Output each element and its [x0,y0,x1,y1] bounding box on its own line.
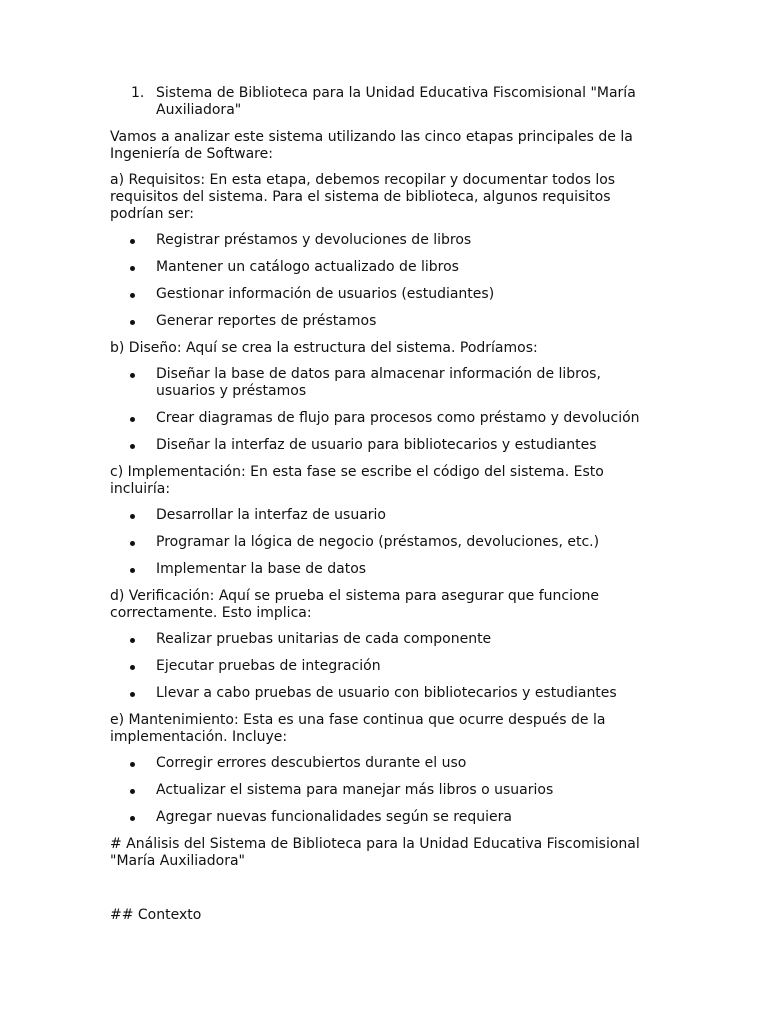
list-item-text: Diseñar la base de datos para almacenar información de libros, usuarios y préstamos [156,366,601,399]
bullet-icon [130,789,135,794]
list-item [110,259,658,276]
list-item [110,755,658,772]
bullet-list-verificacion [110,631,658,702]
markdown-subtitle: ## Contexto [110,907,202,923]
bullet-icon [130,692,135,697]
bullet-list-implementacion [110,507,658,578]
list-item-text: Crear diagramas de flujo para procesos como préstamo y devolución [156,410,640,426]
section-heading-mantenimiento: e) Mantenimiento: Esta es una fase continua que ocurre después de la implementación. Incluye: [110,712,606,745]
section-heading-requisitos: a) Requisitos: En esta etapa, debemos recopilar y documentar todos los requisitos del sistema. Para el sistema de biblioteca, algunos requisitos podrían ser: [110,172,616,222]
list-item [110,658,658,675]
bullet-icon [130,541,135,546]
list-item-text: Gestionar información de usuarios (estudiantes) [156,286,495,302]
list-item-text: Realizar pruebas unitarias de cada componente [156,631,492,647]
list-item [110,232,658,249]
bullet-icon [130,444,135,449]
list-item [110,561,658,578]
list-item-text: Registrar préstamos y devoluciones de libros [156,232,472,248]
list-item [110,685,658,702]
bullet-icon [130,816,135,821]
bullet-list-diseno [110,366,658,454]
list-item [110,366,658,400]
list-item-text: Actualizar el sistema para manejar más libros o usuarios [156,782,554,798]
section-heading-diseno: b) Diseño: Aquí se crea la estructura del sistema. Podríamos: [110,340,538,356]
bullet-list-mantenimiento [110,755,658,826]
bullet-icon [130,514,135,519]
section-heading-implementacion: c) Implementación: En esta fase se escribe el código del sistema. Esto incluiría: [110,464,604,497]
bullet-icon [130,568,135,573]
markdown-title: # Análisis del Sistema de Biblioteca para la Unidad Educativa Fiscomisional "María Auxiliadora" [110,836,640,869]
document-body [110,85,658,933]
list-item-text: Corregir errores descubiertos durante el uso [156,755,467,771]
bullet-list-requisitos [110,232,658,330]
list-number: 1. [131,85,145,101]
list-item [110,313,658,330]
bullet-icon [130,293,135,298]
section-heading-verificacion: d) Verificación: Aquí se prueba el sistema para asegurar que funcione correctamente. Esto implica: [110,588,600,621]
bullet-icon [130,665,135,670]
numbered-list-item [110,85,658,119]
list-item-text: Implementar la base de datos [156,561,367,577]
bullet-icon [130,239,135,244]
list-item-text: Agregar nuevas funcionalidades según se requiera [156,809,512,825]
list-item [110,809,658,826]
list-item [110,534,658,551]
bullet-icon [130,373,135,378]
intro-paragraph: Vamos a analizar este sistema utilizando las cinco etapas principales de la Ingeniería de Software: [110,129,633,162]
list-item [110,782,658,799]
list-item-text: Mantener un catálogo actualizado de libros [156,259,459,275]
list-item [110,631,658,648]
list-item [110,437,658,454]
list-item-text: Diseñar la interfaz de usuario para bibliotecarios y estudiantes [156,437,597,453]
bullet-icon [130,417,135,422]
list-item-text: Programar la lógica de negocio (préstamos, devoluciones, etc.) [156,534,600,550]
numbered-item-text: Sistema de Biblioteca para la Unidad Educativa Fiscomisional "María Auxiliadora" [156,85,636,118]
list-item-text: Desarrollar la interfaz de usuario [156,507,386,523]
list-item-text: Generar reportes de préstamos [156,313,377,329]
bullet-icon [130,638,135,643]
list-item [110,507,658,524]
list-item [110,410,658,427]
list-item-text: Llevar a cabo pruebas de usuario con bibliotecarios y estudiantes [156,685,617,701]
list-item [110,286,658,303]
list-item-text: Ejecutar pruebas de integración [156,658,381,674]
bullet-icon [130,266,135,271]
bullet-icon [130,762,135,767]
blank-space [110,879,658,907]
bullet-icon [130,320,135,325]
